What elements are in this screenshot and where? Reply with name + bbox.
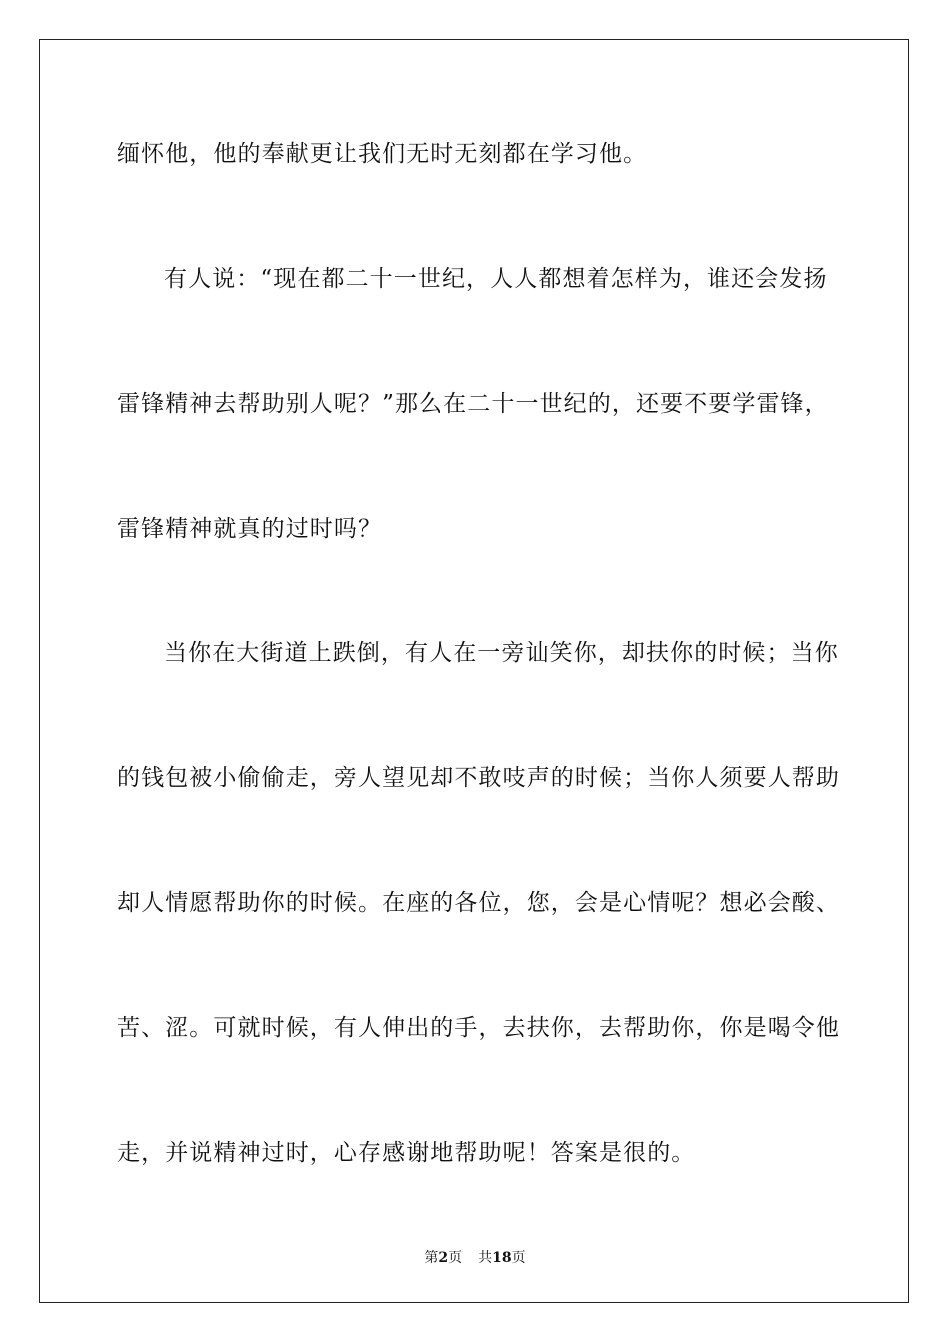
text-line-8: 苦、涩。可就时候，有人伸出的手，去扶你，去帮助你，你是喝令他	[117, 1015, 840, 1041]
text-line-5: 当你在大街道上跌倒，有人在一旁讪笑你，却扶你的时候；当你	[164, 640, 839, 666]
page-total: 18	[492, 1250, 512, 1266]
text-line-7: 却人情愿帮助你的时候。在座的各位，您，会是心情呢？想必会酸、	[117, 890, 840, 916]
text-line-6: 的钱包被小偷偷走，旁人望见却不敢吱声的时候；当你人须要人帮助	[117, 765, 840, 791]
page-footer	[0, 1247, 950, 1267]
page-border	[39, 39, 909, 1303]
text-line-9: 走，并说精神过时，心存感谢地帮助呢！答案是很的。	[117, 1140, 696, 1166]
page-prefix: 第	[424, 1250, 439, 1266]
page-unit: 页	[448, 1250, 463, 1266]
text-line-4: 雷锋精神就真的过时吗？	[117, 516, 383, 542]
total-prefix: 共	[478, 1250, 493, 1266]
text-line-2: 有人说：“现在都二十一世纪，人人都想着怎样为，谁还会发扬	[164, 266, 828, 292]
text-line-3: 雷锋精神去帮助别人呢？”那么在二十一世纪的，还要不要学雷锋，	[117, 391, 829, 417]
total-unit: 页	[511, 1250, 526, 1266]
text-line-1: 缅怀他，他的奉献更让我们无时无刻都在学习他。	[117, 141, 648, 167]
page-current: 2	[438, 1250, 449, 1266]
